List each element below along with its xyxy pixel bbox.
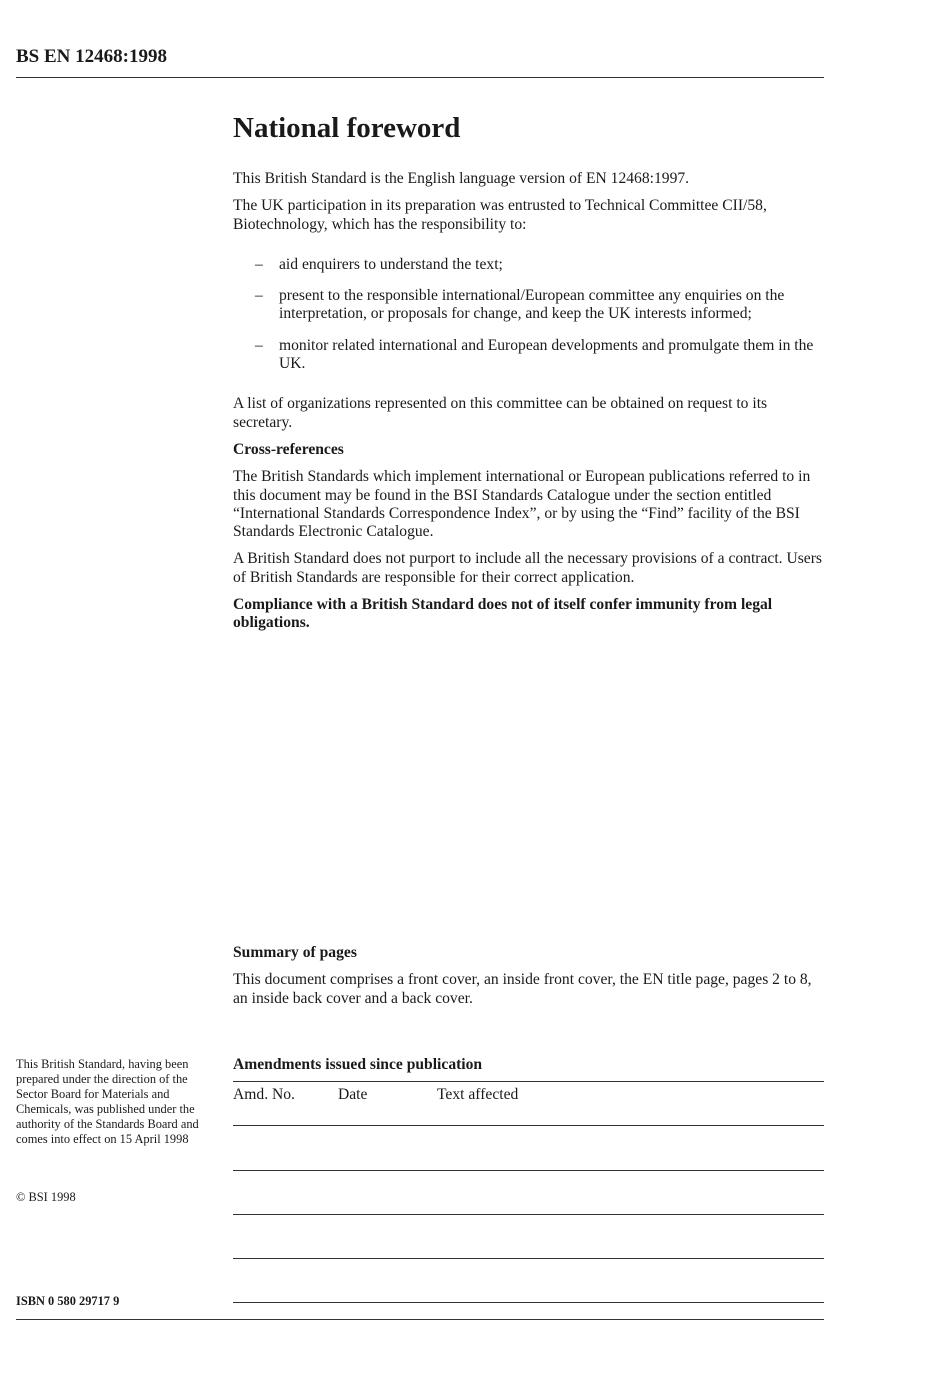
amendments-row-rule: [233, 1170, 824, 1171]
cross-references-paragraph: The British Standards which implement international or European publications referred to in this document may be found in the BSI Standards Catalogue under the section entitled “International Standards Correspondence Index”, or by using the “Find” facility of the BSI Standards Electronic Catalogue.: [233, 468, 811, 541]
responsibility-list: [233, 256, 825, 373]
column-header-amd-no: Amd. No.: [233, 1086, 295, 1103]
list-item: [255, 287, 825, 324]
purport-paragraph: A British Standard does not purport to include all the necessary provisions of a contract. Users of British Standards are responsible for their correct application.: [233, 550, 822, 586]
list-item-text: present to the responsible international/European committee any enquiries on the interpretation, or proposals for change, and keep the UK interests informed;: [279, 287, 785, 323]
column-header-text-affected: Text affected: [437, 1086, 519, 1103]
amendments-row-rule: [233, 1125, 824, 1126]
participation-paragraph: The UK participation in its preparation was entrusted to Technical Committee CII/58, Biotechnology, which has the responsibility to:: [233, 197, 767, 233]
amendments-row-rule: [233, 1258, 824, 1259]
document-code: BS EN 12468:1998: [16, 46, 167, 67]
copyright-notice: © BSI 1998: [16, 1190, 76, 1204]
cross-references-heading: Cross-references: [233, 440, 344, 458]
list-item-text: aid enquirers to understand the text;: [279, 255, 503, 273]
intro-paragraph: This British Standard is the English language version of EN 12468:1997.: [233, 170, 690, 187]
summary-heading: Summary of pages: [233, 944, 357, 961]
dash-marker: –: [255, 287, 263, 305]
list-item: [255, 255, 825, 274]
organizations-paragraph: A list of organizations represented on this committee can be obtained on request to its secretary.: [233, 395, 768, 431]
amendments-row-rule: [233, 1214, 824, 1215]
page-title: National foreword: [233, 112, 461, 144]
footer-divider: [16, 1319, 824, 1320]
amendments-row-rule: [233, 1302, 824, 1303]
column-header-date: Date: [338, 1086, 368, 1103]
isbn-number: ISBN 0 580 29717 9: [16, 1294, 120, 1308]
list-item-text: monitor related international and European developments and promulgate them in the UK.: [279, 336, 814, 373]
foreword-section: [233, 108, 825, 642]
summary-paragraph: This document comprises a front cover, an inside front cover, the EN title page, pages 2 to 8, an inside back cover and a back cover.: [233, 971, 812, 1007]
amendments-header-rule: [233, 1081, 824, 1082]
header-divider: [16, 77, 824, 78]
amendments-heading: Amendments issued since publication: [233, 1056, 483, 1073]
list-item: [255, 336, 825, 374]
dash-marker: –: [255, 255, 263, 273]
publication-note: This British Standard, having been prepared under the direction of the Sector Board for Materials and Chemicals, was published under the authority of the Standards Board and comes into effect on 15 April 1998: [16, 1057, 199, 1146]
dash-marker: –: [255, 336, 263, 354]
summary-section: [233, 944, 825, 1017]
compliance-statement: Compliance with a British Standard does not of itself confer immunity from legal obligations.: [233, 596, 773, 632]
